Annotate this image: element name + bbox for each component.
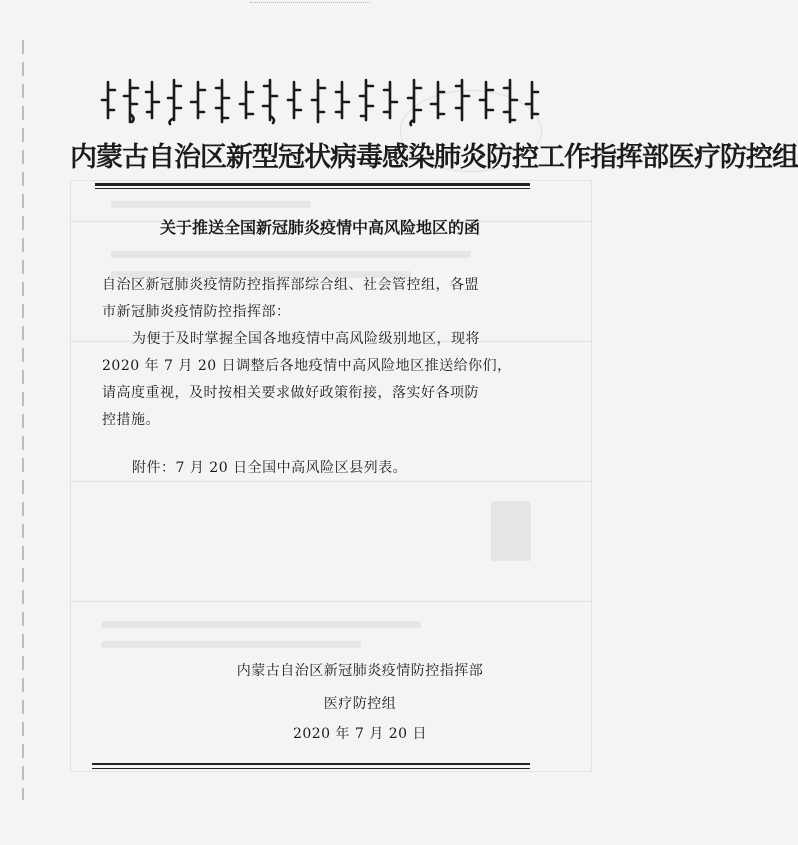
- header-rule-thin: [95, 188, 530, 189]
- recipients-line-2: 市新冠肺炎疫情防控指挥部：: [102, 304, 291, 320]
- signature-organization: 内蒙古自治区新冠肺炎疫情防控指挥部: [236, 663, 484, 679]
- signature-unit: 医疗防控组: [323, 696, 397, 712]
- mongolian-script-graphic: [100, 78, 540, 126]
- signature-date: 2020 年 7 月 20 日: [292, 726, 428, 742]
- footer-rule-thick: [92, 763, 530, 765]
- document-body: [102, 272, 522, 434]
- mongolian-script-header: [100, 78, 540, 126]
- attachment-note: 附件：7 月 20 日全国中高风险区县列表。: [132, 460, 408, 476]
- organization-title: 内蒙古自治区新型冠状病毒感染肺炎防控工作指挥部医疗防控组: [70, 142, 798, 173]
- paragraph-line-2: 2020 年 7 月 20 日调整后各地疫情中高风险地区推送给你们，: [102, 358, 512, 374]
- paragraph-line-3: 请高度重视，及时按相关要求做好政策衔接，落实好各项防: [102, 385, 479, 401]
- paragraph-line-4: 控措施。: [102, 412, 160, 428]
- document-title: 关于推送全国新冠肺炎疫情中高风险地区的函: [159, 218, 480, 237]
- footer-rule-thin: [92, 768, 530, 769]
- binding-margin-line: [22, 40, 24, 800]
- recipients-line-1: 自治区新冠肺炎疫情防控指挥部综合组、社会管控组，各盟: [102, 277, 479, 293]
- header-rule-thick: [95, 183, 530, 186]
- paragraph-line-1: 为便于及时掌握全国各地疫情中高风险级别地区，现将: [132, 331, 480, 347]
- scan-edge-marks: [250, 2, 370, 13]
